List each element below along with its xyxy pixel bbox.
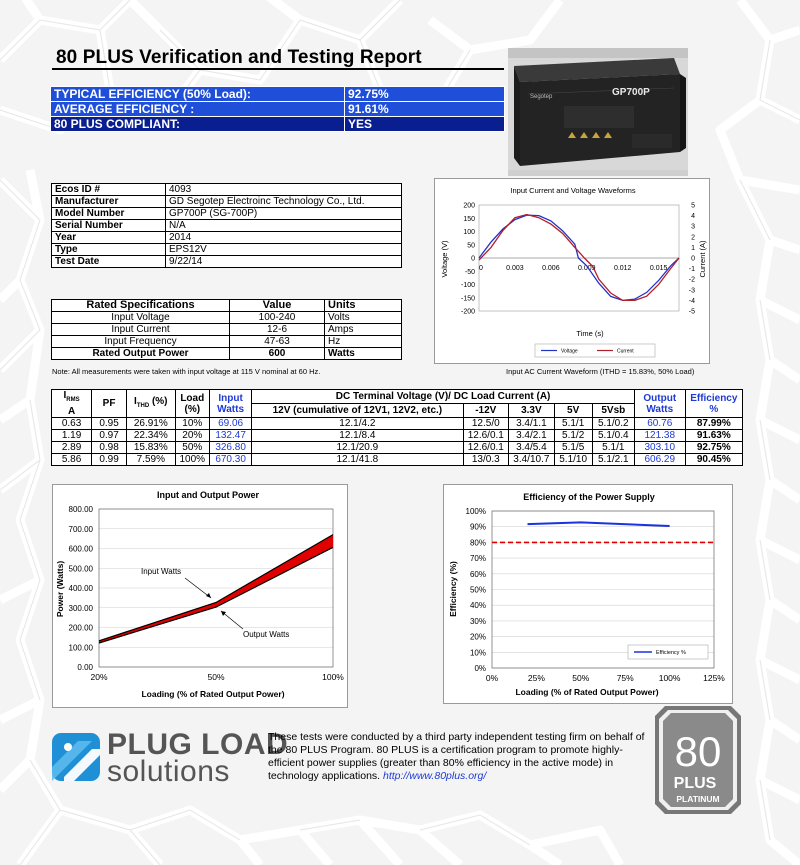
y-tick-label: 0.00 xyxy=(77,663,93,672)
brand-name-line2: solutions xyxy=(107,755,230,788)
info-value: 2014 xyxy=(166,232,402,244)
efficiency-summary xyxy=(50,86,505,132)
measurement-note: Note: All measurements were taken with input voltage at 115 V nominal at 60 Hz. xyxy=(52,367,321,376)
rated-header: Rated Specifications xyxy=(52,300,230,312)
y-tick-label: 50 xyxy=(467,242,475,250)
y-tick-label: 70% xyxy=(469,554,486,564)
results-cell-v5: 5.1/5 xyxy=(554,442,592,454)
y-tick-label: -50 xyxy=(464,268,475,276)
rated-unit: Volts xyxy=(325,312,402,324)
info-label: Type xyxy=(52,244,166,256)
y-tick-label: 150 xyxy=(463,215,475,223)
legend-label: Current xyxy=(617,348,634,355)
y-tick-label: 400.00 xyxy=(68,584,93,593)
efficiency-chart xyxy=(443,484,733,704)
annotation-output-watts: Output Watts xyxy=(243,630,290,639)
info-label: Manufacturer xyxy=(52,196,166,208)
y-tick-label: 300.00 xyxy=(68,603,93,613)
product-info-table xyxy=(51,183,402,268)
results-cell-v12: 12.1/20.9 xyxy=(252,442,463,454)
results-cell-vm12: 12.5/0 xyxy=(463,418,509,430)
summary-row-average xyxy=(51,102,505,117)
info-row xyxy=(52,256,402,268)
x-tick-label: 0.003 xyxy=(506,265,524,272)
results-cell-v5sb: 5.1/1 xyxy=(592,442,634,454)
rated-row xyxy=(52,348,402,360)
results-header-row-1 xyxy=(52,390,743,404)
y-tick-label: 100 xyxy=(463,229,475,236)
results-cell-v33: 3.4/10.7 xyxy=(509,454,555,466)
info-value: 4093 xyxy=(166,184,402,196)
80plus-link[interactable]: http://www.80plus.org/ xyxy=(383,770,487,782)
x-axis-label: Time (s) xyxy=(576,329,604,338)
results-cell-ithd: 7.59% xyxy=(127,454,176,466)
x-tick-label: 0.009 xyxy=(578,265,596,272)
report-title: 80 PLUS Verification and Testing Report xyxy=(56,47,422,68)
results-row xyxy=(52,430,743,442)
results-cell-eff: 92.75% xyxy=(685,442,742,454)
x-tick-label: 0.015 xyxy=(649,265,668,272)
y-tick-label: -150 xyxy=(460,295,475,303)
y-tick-label: 0% xyxy=(474,664,486,673)
annotation-arrowhead xyxy=(206,593,211,598)
rated-row xyxy=(52,324,402,336)
info-label: Model Number xyxy=(52,208,166,220)
irms-header-unit: A xyxy=(67,406,76,417)
badge-plus: PLUS xyxy=(673,775,717,792)
chart-legend xyxy=(628,645,708,659)
v12-header: 12V (cumulative of 12V1, 12V2, etc.) xyxy=(252,404,463,418)
x-tick-label: 125% xyxy=(703,673,725,683)
rated-row xyxy=(52,336,402,348)
input-watts-header: Input Watts xyxy=(209,390,251,418)
x-tick-label: 100% xyxy=(322,672,344,682)
results-cell-ithd: 22.34% xyxy=(127,430,176,442)
results-cell-eff: 90.45% xyxy=(685,454,742,466)
vm12-header: -12V xyxy=(463,404,509,418)
info-row xyxy=(52,196,402,208)
y2-tick-label: 0 xyxy=(691,255,695,263)
y-tick-label: 700.00 xyxy=(68,524,93,534)
pf-header: PF xyxy=(92,390,127,418)
summary-label: AVERAGE EFFICIENCY : xyxy=(51,102,345,117)
info-row xyxy=(52,220,402,232)
y-tick-label: 200 xyxy=(463,202,475,210)
y-tick-label: 20% xyxy=(469,632,486,642)
power-loss-area xyxy=(99,535,333,643)
y2-tick-label: -5 xyxy=(688,308,695,316)
80plus-platinum-badge-icon xyxy=(655,706,741,814)
legend-label: Efficiency % xyxy=(656,650,686,656)
product-brand: Segotep xyxy=(530,94,553,100)
waveform-caption: Input AC Current Waveform (ITHD = 15.83%, 50% Load) xyxy=(506,367,695,376)
results-cell-ithd: 26.91% xyxy=(127,418,176,430)
results-cell-pf: 0.98 xyxy=(92,442,127,454)
results-cell-v5: 5.1/2 xyxy=(554,430,592,442)
y-tick-label: 200.00 xyxy=(68,623,93,633)
annotation-input-watts: Input Watts xyxy=(141,567,182,576)
y2-tick-label: 2 xyxy=(691,234,695,242)
results-cell-load: 20% xyxy=(175,430,209,442)
results-cell-load: 100% xyxy=(175,454,209,466)
y-tick-label: 10% xyxy=(469,648,486,658)
y2-tick-label: -3 xyxy=(688,287,695,295)
results-cell-outw: 121.38 xyxy=(634,430,685,442)
y-tick-label: 30% xyxy=(469,616,486,626)
results-cell-vm12: 12.6/0.1 xyxy=(463,442,509,454)
y-tick-label: 40% xyxy=(469,601,486,611)
badge-number: 80 xyxy=(674,728,722,775)
title-rule xyxy=(52,68,504,70)
y2-tick-label: 1 xyxy=(691,244,695,252)
x-axis-label: Loading (% of Rated Output Power) xyxy=(141,689,285,699)
results-cell-v5: 5.1/10 xyxy=(554,454,592,466)
footer-disclaimer xyxy=(268,731,656,783)
product-photo xyxy=(508,48,688,176)
results-cell-pf: 0.95 xyxy=(92,418,127,430)
y-tick-label: 0 xyxy=(471,255,475,263)
summary-label: TYPICAL EFFICIENCY (50% Load): xyxy=(51,87,345,102)
y2-tick-label: -4 xyxy=(688,297,695,305)
x-tick-label: 50% xyxy=(207,672,225,682)
results-cell-v12: 12.1/8.4 xyxy=(252,430,463,442)
results-cell-v12: 12.1/4.2 xyxy=(252,418,463,430)
results-cell-irms: 0.63 xyxy=(52,418,92,430)
y-axis-label: Voltage (V) xyxy=(440,240,449,278)
x-tick-label: 25% xyxy=(527,673,545,683)
info-value: N/A xyxy=(166,220,402,232)
results-cell-outw: 606.29 xyxy=(634,454,685,466)
v5-header: 5V xyxy=(554,404,592,418)
product-model-label: GP700P xyxy=(612,87,650,98)
v33-header: 3.3V xyxy=(509,404,555,418)
results-cell-inw: 69.06 xyxy=(209,418,251,430)
y2-tick-label: 4 xyxy=(691,213,695,221)
summary-value: YES xyxy=(345,117,505,132)
results-cell-v5: 5.1/1 xyxy=(554,418,592,430)
rated-unit: Amps xyxy=(325,324,402,336)
x-tick-label: 0 xyxy=(479,265,483,272)
x-tick-label: 50% xyxy=(572,673,590,683)
results-cell-irms: 2.89 xyxy=(52,442,92,454)
results-cell-irms: 1.19 xyxy=(52,430,92,442)
y2-tick-label: 5 xyxy=(691,202,695,210)
rated-unit: Watts xyxy=(325,348,402,360)
info-row xyxy=(52,244,402,256)
efficiency-chart-svg xyxy=(444,485,734,705)
summary-value: 91.61% xyxy=(345,102,505,117)
irms-header-sub: RMS xyxy=(66,397,80,403)
rated-value: 12-6 xyxy=(230,324,325,336)
ithd-header xyxy=(127,390,176,418)
results-cell-v33: 3.4/5.4 xyxy=(509,442,555,454)
y-tick-label: -100 xyxy=(460,282,475,289)
ithd-header-sub: THD xyxy=(136,402,150,409)
efficiency-header: Efficiency % xyxy=(685,390,742,418)
waveform-chart xyxy=(434,178,710,364)
annotation-arrowhead xyxy=(221,611,226,616)
results-cell-vm12: 13/0.3 xyxy=(463,454,509,466)
y-tick-label: 600.00 xyxy=(68,544,93,554)
y-tick-label: -200 xyxy=(460,308,475,316)
summary-row-compliant xyxy=(51,117,505,132)
results-row xyxy=(52,454,743,466)
v5sb-header: 5Vsb xyxy=(592,404,634,418)
y2-tick-label: -2 xyxy=(688,276,695,284)
info-row xyxy=(52,184,402,196)
y2-axis-label: Current (A) xyxy=(698,240,707,278)
info-label: Ecos ID # xyxy=(52,184,166,196)
chart-title: Input Current and Voltage Waveforms xyxy=(510,186,636,195)
results-cell-v12: 12.1/41.8 xyxy=(252,454,463,466)
rated-name: Input Voltage xyxy=(52,312,230,324)
summary-value: 92.75% xyxy=(345,87,505,102)
summary-row-typical xyxy=(51,87,505,102)
plug-load-logo-icon xyxy=(52,733,100,781)
series-line-input-watts xyxy=(99,535,333,641)
rated-name: Input Frequency xyxy=(52,336,230,348)
rated-specs-table xyxy=(51,299,402,360)
y-axis-label: Power (Watts) xyxy=(55,560,65,618)
chart-title: Efficiency of the Power Supply xyxy=(523,492,655,502)
dc-terminal-header: DC Terminal Voltage (V)/ DC Load Current (A) xyxy=(252,390,635,404)
ithd-header-main: I xyxy=(134,395,137,407)
irms-header xyxy=(52,390,92,418)
results-cell-outw: 60.76 xyxy=(634,418,685,430)
results-row xyxy=(52,442,743,454)
results-cell-inw: 670.30 xyxy=(209,454,251,466)
power-chart xyxy=(52,484,348,708)
rated-value: 47-63 xyxy=(230,336,325,348)
ithd-header-unit: (%) xyxy=(149,395,168,407)
y-axis-label: Efficiency (%) xyxy=(448,561,458,617)
results-row xyxy=(52,418,743,430)
x-tick-label: 0.006 xyxy=(542,265,560,272)
results-cell-outw: 303.10 xyxy=(634,442,685,454)
results-cell-v5sb: 5.1/2.1 xyxy=(592,454,634,466)
y-tick-label: 80% xyxy=(469,538,486,548)
results-cell-v33: 3.4/1.1 xyxy=(509,418,555,430)
rated-row xyxy=(52,312,402,324)
load-header-main: Load xyxy=(180,392,205,404)
power-chart-svg xyxy=(53,485,349,709)
rated-name: Rated Output Power xyxy=(52,348,230,360)
rated-header-row xyxy=(52,300,402,312)
results-cell-ithd: 15.83% xyxy=(127,442,176,454)
info-value: GP700P (SG-700P) xyxy=(166,208,402,220)
y-tick-label: 100.00 xyxy=(68,643,93,653)
info-value: EPS12V xyxy=(166,244,402,256)
y-tick-label: 500.00 xyxy=(68,564,93,574)
x-tick-label: 0% xyxy=(485,673,499,683)
series-line-efficiency xyxy=(528,522,670,526)
y-tick-label: 100% xyxy=(465,507,486,516)
results-cell-inw: 132.47 xyxy=(209,430,251,442)
rated-value: 100-240 xyxy=(230,312,325,324)
chart-legend xyxy=(535,344,655,357)
results-cell-eff: 87.99% xyxy=(685,418,742,430)
results-cell-load: 10% xyxy=(175,418,209,430)
info-row xyxy=(52,232,402,244)
test-results-table xyxy=(51,389,743,466)
results-cell-eff: 91.63% xyxy=(685,430,742,442)
results-cell-vm12: 12.6/0.1 xyxy=(463,430,509,442)
results-cell-pf: 0.99 xyxy=(92,454,127,466)
load-header-unit: (%) xyxy=(184,403,201,415)
rated-unit: Hz xyxy=(325,336,402,348)
legend-label: Voltage xyxy=(561,348,578,355)
results-cell-v5sb: 5.1/0.4 xyxy=(592,430,634,442)
rated-value: 600 xyxy=(230,348,325,360)
results-cell-load: 50% xyxy=(175,442,209,454)
info-value: 9/22/14 xyxy=(166,256,402,268)
info-row xyxy=(52,208,402,220)
rated-header: Units xyxy=(325,300,402,312)
irms-header-main: I xyxy=(63,390,67,401)
series-line-current xyxy=(479,215,679,301)
x-axis-label: Loading (% of Rated Output Power) xyxy=(515,687,659,697)
y-tick-label: 50% xyxy=(469,585,486,595)
x-tick-label: 75% xyxy=(616,673,634,683)
y-tick-label: 60% xyxy=(469,569,486,579)
x-tick-label: 0.012 xyxy=(613,265,632,272)
waveform-chart-svg xyxy=(435,179,711,365)
footer-text: These tests were conducted by a third party independent testing firm on behalf of the 80 PLUS Program. 80 PLUS is a certification program to promote highly-efficient power supplies (greater than 80% efficiency in the active mode) in technology applications. xyxy=(268,731,645,782)
y2-tick-label: 3 xyxy=(691,223,695,231)
info-label: Serial Number xyxy=(52,220,166,232)
info-label: Year xyxy=(52,232,166,244)
info-value: GD Segotep Electroinc Technology Co., Ltd. xyxy=(166,196,402,208)
chart-title: Input and Output Power xyxy=(157,490,259,500)
results-cell-inw: 326.80 xyxy=(209,442,251,454)
brand-name-line1: PLUG LOAD xyxy=(107,728,289,761)
badge-tier: PLATINUM xyxy=(676,794,720,804)
summary-label: 80 PLUS COMPLIANT: xyxy=(51,117,345,132)
info-label: Test Date xyxy=(52,256,166,268)
results-cell-v33: 3.4/2.1 xyxy=(509,430,555,442)
y2-tick-label: -1 xyxy=(688,266,695,274)
results-cell-irms: 5.86 xyxy=(52,454,92,466)
results-cell-v5sb: 5.1/0.2 xyxy=(592,418,634,430)
y-tick-label: 90% xyxy=(469,522,486,532)
x-tick-label: 20% xyxy=(90,672,108,682)
y-tick-label: 800.00 xyxy=(68,505,93,514)
load-header xyxy=(175,390,209,418)
x-tick-label: 100% xyxy=(658,673,681,683)
rated-name: Input Current xyxy=(52,324,230,336)
results-cell-pf: 0.97 xyxy=(92,430,127,442)
output-watts-header: Output Watts xyxy=(634,390,685,418)
rated-header: Value xyxy=(230,300,325,312)
